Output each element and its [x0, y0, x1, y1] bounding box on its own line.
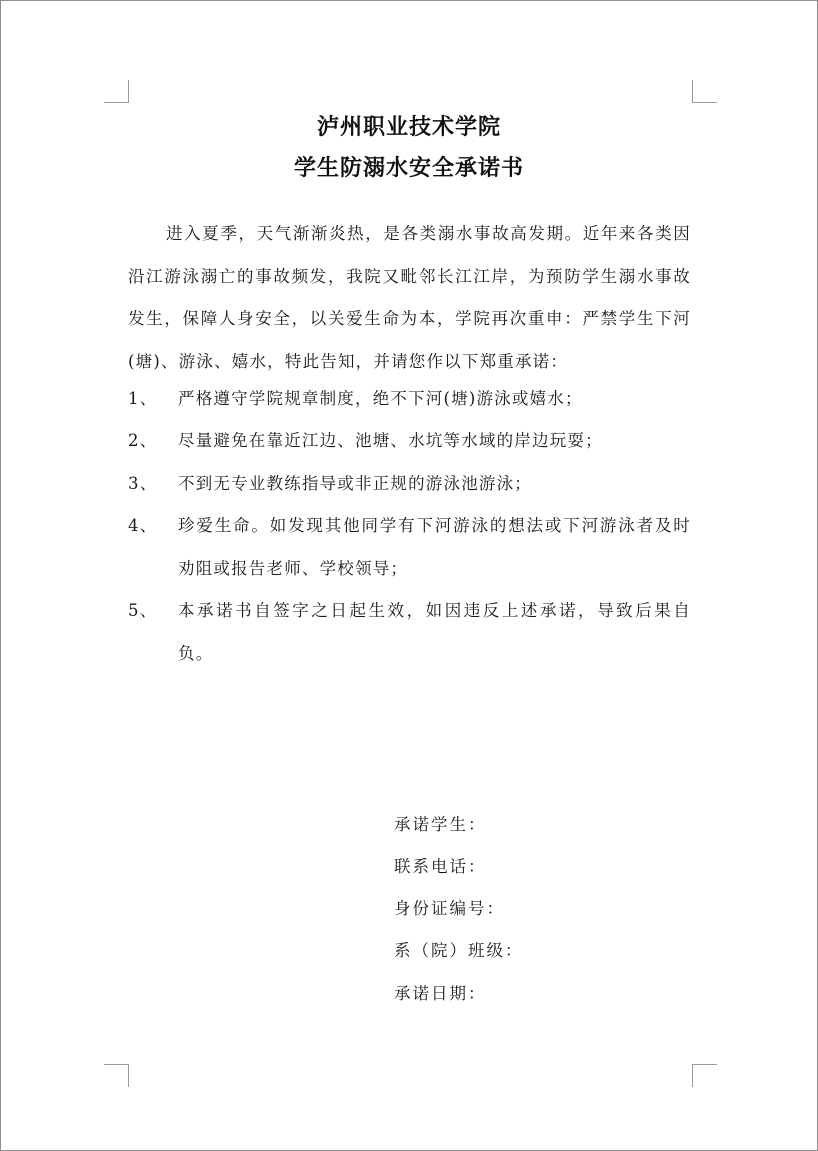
signature-date-label: 承诺日期： — [394, 984, 487, 1003]
pledge-item — [128, 463, 691, 506]
pledge-item-number: 3、 — [128, 474, 158, 493]
signature-student-label: 承诺学生： — [394, 815, 487, 834]
pledge-item-text: 珍爱生命。如发现其他同学有下河游泳的想法或下河游泳者及时劝阻或报告老师、学校领导； — [178, 516, 691, 578]
pledge-item-text: 不到无专业教练指导或非正规的游泳池游泳； — [178, 474, 532, 493]
pledge-item-text: 尽量避免在靠近江边、池塘、水坑等水域的岸边玩耍； — [178, 431, 603, 450]
pledge-item — [128, 420, 691, 463]
document-title-school: 泸州职业技术学院 — [316, 115, 501, 140]
pledge-item-number: 2、 — [128, 431, 158, 450]
signature-class-label: 系（院）班级： — [394, 941, 524, 960]
pledge-item-text: 严格遵守学院规章制度，绝不下河(塘)游泳或嬉水； — [178, 389, 583, 408]
document-title-pledge: 学生防溺水安全承诺书 — [293, 156, 524, 181]
pledge-item — [128, 378, 691, 421]
pledge-item-number: 5、 — [128, 601, 158, 620]
pledge-item-text: 本承诺书自签字之日起生效，如因违反上述承诺，导致后果自负。 — [178, 601, 691, 663]
margin-corner-mark — [692, 1064, 717, 1087]
signature-id-number-label: 身份证编号： — [394, 899, 505, 918]
pledge-item-number: 1、 — [128, 389, 158, 408]
pledge-item-number: 4、 — [128, 516, 158, 535]
margin-corner-mark — [104, 1064, 129, 1087]
intro-paragraph: 进入夏季，天气渐渐炎热，是各类溺水事故高发期。近年来各类因沿江游泳溺亡的事故频发，我院又毗邻长江江岸，为预防学生溺水事故发生，保障人身安全，以关爱生命为本，学院再次重申：严禁学生下河(塘)、游泳、嬉水，特此告知，并请您作以下郑重承诺： — [128, 224, 691, 371]
pledge-item — [128, 590, 691, 675]
margin-corner-mark — [104, 80, 129, 103]
signature-phone-label: 联系电话： — [394, 857, 487, 876]
margin-corner-mark — [692, 80, 717, 103]
pledge-item — [128, 505, 691, 590]
